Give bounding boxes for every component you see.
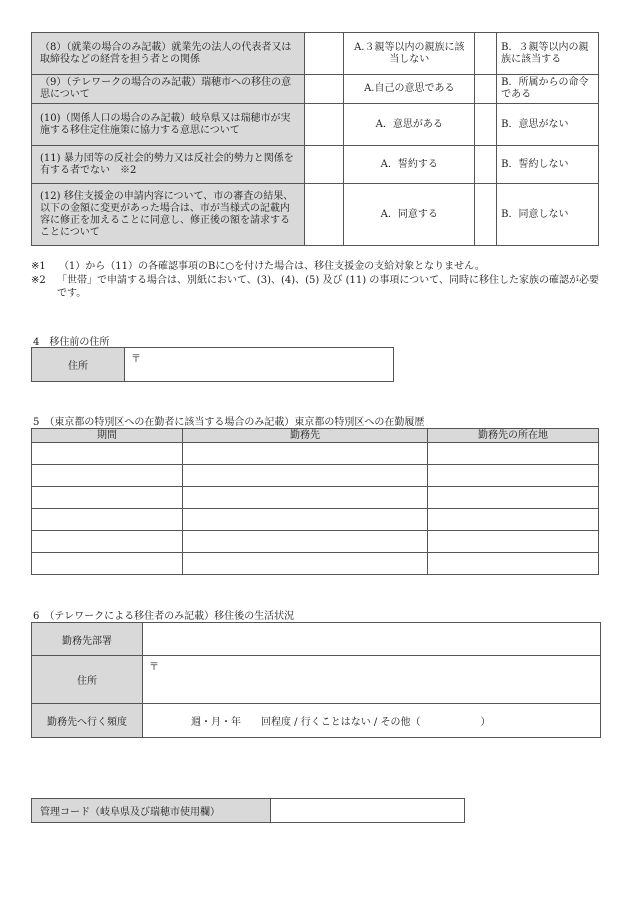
employer-cell[interactable] [183, 487, 428, 509]
department-label: 勤務先部署 [32, 623, 143, 656]
checkbox-b-cell[interactable] [475, 75, 497, 104]
employer-cell[interactable] [183, 509, 428, 531]
option-a-cell[interactable]: A.自己の意思である [344, 75, 475, 104]
header-period: 期間 [32, 429, 183, 443]
option-a-cell[interactable]: A．同意する [344, 184, 475, 246]
option-b-cell[interactable]: B．３親等以内の親族に該当する [497, 33, 599, 75]
period-cell[interactable] [32, 531, 183, 553]
question-cell: （8）（就業の場合のみ記載）就業先の法人の代表者又は取締役などの経営を担う者との関係 [32, 33, 305, 75]
option-a-cell[interactable]: A.３親等以内の親族に該当しない [344, 33, 475, 75]
postal-mark: 〒 [131, 354, 141, 365]
work-history-table [31, 428, 599, 575]
question-cell: (11) 暴力団等の反社会的勢力又は反社会的勢力と関係を有する者でない ※2 [32, 146, 305, 184]
checkbox-a-cell[interactable] [305, 75, 344, 104]
period-cell[interactable] [32, 487, 183, 509]
option-a-cell[interactable]: A．意思がある [344, 104, 475, 146]
employer-cell[interactable] [183, 443, 428, 465]
frequency-label: 勤務先へ行く頻度 [32, 704, 143, 738]
checkbox-a-cell[interactable] [305, 104, 344, 146]
note-1-mark: ※1 [31, 261, 46, 272]
checkbox-a-cell[interactable] [305, 146, 344, 184]
table-row [32, 509, 599, 531]
period-cell[interactable] [32, 553, 183, 575]
note-1-text: （1）から（11）の各確認事項のBに○を付けた場合は、移住支援金の支給対象となりません。 [58, 261, 485, 272]
header-employer-location: 勤務先の所在地 [428, 429, 599, 443]
note-2 [31, 274, 601, 300]
checkbox-b-cell[interactable] [475, 146, 497, 184]
location-cell[interactable] [428, 465, 599, 487]
address-label: 住所 [32, 656, 143, 704]
question-cell: (12) 移住支援金の申請内容について、市の審査の結果、以下の金額に変更があった場合は、市が当様式の記載内容に修正を加えることに同意し、修正後の額を請求することについて [32, 184, 305, 246]
previous-address-table [31, 347, 394, 382]
previous-address-field[interactable] [125, 348, 394, 382]
employer-cell[interactable] [183, 465, 428, 487]
table-header-row [32, 429, 599, 443]
employer-cell[interactable] [183, 553, 428, 575]
confirm-row-10 [32, 104, 599, 146]
checkbox-b-cell[interactable] [475, 33, 497, 75]
location-cell[interactable] [428, 443, 599, 465]
management-code-label: 管理コード（岐阜県及び瑞穂市使用欄） [32, 799, 271, 823]
table-row [32, 465, 599, 487]
location-cell[interactable] [428, 487, 599, 509]
table-row [32, 553, 599, 575]
question-cell: （9）（テレワークの場合のみ記載）瑞穂市への移住の意思について [32, 75, 305, 104]
management-code-field[interactable] [271, 799, 465, 823]
confirm-row-11 [32, 146, 599, 184]
option-a-cell[interactable]: A．誓約する [344, 146, 475, 184]
period-cell[interactable] [32, 465, 183, 487]
employer-cell[interactable] [183, 531, 428, 553]
option-b-cell[interactable]: B．誓約しない [497, 146, 599, 184]
new-address-field[interactable] [143, 656, 601, 704]
checkbox-a-cell[interactable] [305, 184, 344, 246]
table-row [32, 487, 599, 509]
location-cell[interactable] [428, 553, 599, 575]
location-cell[interactable] [428, 531, 599, 553]
option-b-cell[interactable]: B．同意しない [497, 184, 599, 246]
management-code-table [31, 798, 465, 823]
checkbox-b-cell[interactable] [475, 184, 497, 246]
option-b-cell[interactable]: B．所属からの命令である [497, 75, 599, 104]
question-cell: (10)（関係人口の場合のみ記載）岐阜県又は瑞穂市が実施する移住定住施策に協力する意思について [32, 104, 305, 146]
note-1 [31, 260, 601, 273]
location-cell[interactable] [428, 509, 599, 531]
note-2-mark: ※2 [31, 275, 46, 286]
checkbox-b-cell[interactable] [475, 104, 497, 146]
confirmation-table [31, 32, 599, 246]
postal-mark: 〒 [149, 662, 159, 673]
section-6-title: 6 （テレワークによる移住者のみ記載）移住後の生活状況 [33, 611, 295, 622]
period-cell[interactable] [32, 443, 183, 465]
section-5-title: 5 （東京都の特別区への在勤者に該当する場合のみ記載）東京都の特別区への在勤履歴 [33, 417, 425, 428]
confirm-row-9 [32, 75, 599, 104]
note-2-text: 「世帯」で申請する場合は、別紙において、(3)、(4)、(5) 及び (11) の事項について、同時に移住した家族の確認が必要です。 [57, 275, 599, 299]
address-label: 住所 [32, 348, 125, 382]
confirm-row-8 [32, 33, 599, 75]
header-employer: 勤務先 [183, 429, 428, 443]
department-field[interactable] [143, 623, 601, 656]
telework-status-table [31, 622, 601, 738]
frequency-field[interactable]: 週・月・年 回程度 / 行くことはない / その他（ ） [143, 704, 601, 738]
confirm-row-12 [32, 184, 599, 246]
section-4-title: 4 移住前の住所 [33, 337, 110, 348]
table-row [32, 531, 599, 553]
period-cell[interactable] [32, 509, 183, 531]
table-row [32, 443, 599, 465]
option-b-cell[interactable]: B．意思がない [497, 104, 599, 146]
checkbox-a-cell[interactable] [305, 33, 344, 75]
